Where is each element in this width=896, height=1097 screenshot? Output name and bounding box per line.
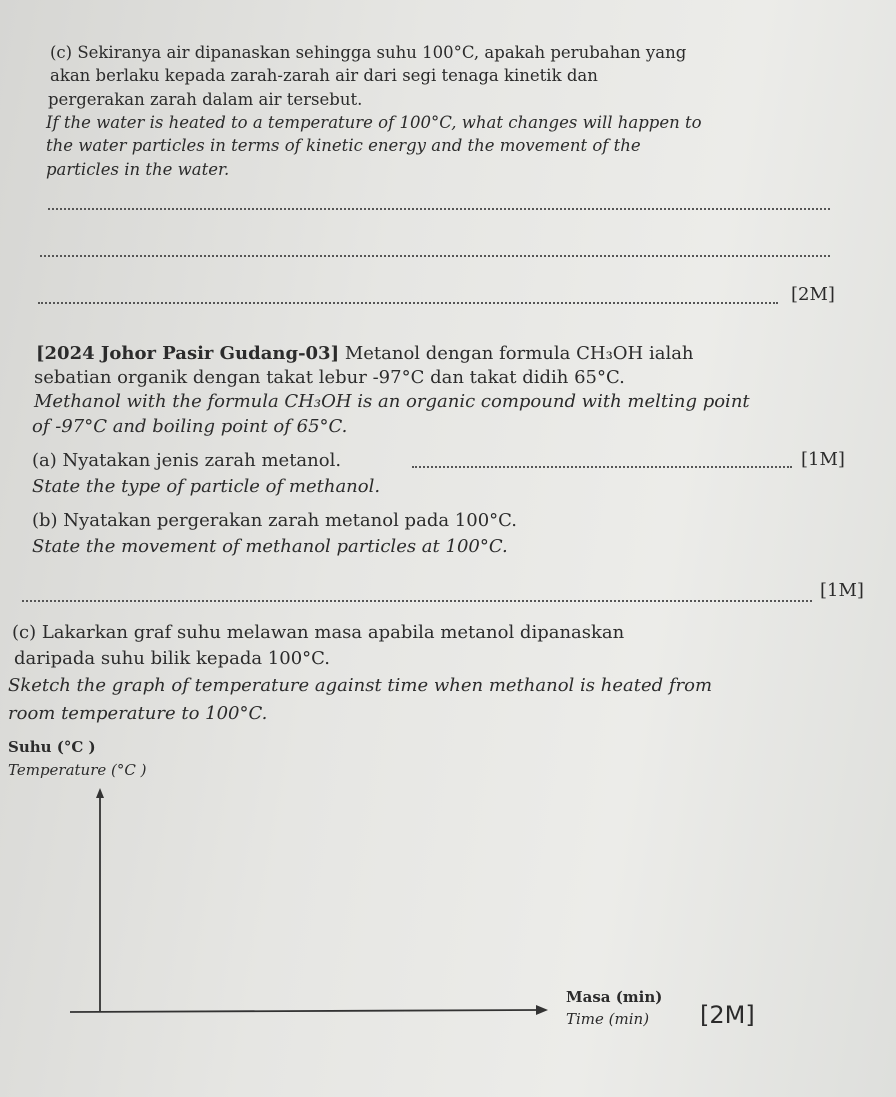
q-main-en-line1: Methanol with the formula CH₃OH is an organic compound with melting point [34, 391, 750, 412]
q-c1-en-line2: the water particles in terms of kinetic energy and the movement of the [46, 136, 641, 155]
q-main-ms-line1-text: Metanol dengan formula CH₃OH ialah [339, 343, 694, 364]
q-a-marks: [1M] [801, 449, 845, 470]
q-b-ms: (b) Nyatakan pergerakan zarah metanol pada 100°C. [32, 510, 517, 531]
q-c2-marks: [2M] [700, 1001, 755, 1029]
y-axis-label-en: Temperature (°C ) [8, 761, 147, 779]
q-main-ms-line1 [36, 343, 694, 364]
q-c2-en-line2: room temperature to 100°C. [8, 703, 268, 724]
q-c2-ms-line1: (c) Lakarkan graf suhu melawan masa apabila metanol dipanaskan [12, 622, 625, 643]
q-b-en: State the movement of methanol particles at 100°C. [32, 536, 508, 557]
answer-line [38, 302, 778, 304]
q-c1-ms-line1: (c) Sekiranya air dipanaskan sehingga suhu 100°C, apakah perubahan yang [50, 43, 687, 62]
q-main-en-line2: of -97°C and boiling point of 65°C. [32, 416, 348, 437]
answer-line [412, 466, 792, 468]
q-c1-ms-line2: akan berlaku kepada zarah-zarah air dari segi tenaga kinetik dan [50, 66, 598, 85]
x-axis [70, 1010, 538, 1012]
y-axis-arrow-icon [96, 788, 104, 798]
q-a-en: State the type of particle of methanol. [32, 476, 381, 497]
blank-graph-axes [60, 780, 560, 1020]
q-c2-ms-line2: daripada suhu bilik kepada 100°C. [14, 648, 331, 669]
x-axis-arrow-icon [536, 1005, 548, 1015]
q-a-ms: (a) Nyatakan jenis zarah metanol. [32, 450, 342, 471]
q-c1-en-line1: If the water is heated to a temperature of 100°C, what changes will happen to [46, 113, 702, 132]
x-axis-label-en: Time (min) [566, 1010, 650, 1028]
q-c1-marks: [2M] [791, 284, 835, 305]
q-c1-en-line3: particles in the water. [46, 160, 230, 179]
q-c1-ms-line3: pergerakan zarah dalam air tersebut. [48, 90, 363, 109]
x-axis-label-ms: Masa (min) [566, 988, 663, 1006]
y-axis-label-ms: Suhu (°C ) [8, 738, 96, 756]
q-main-tag: [2024 Johor Pasir Gudang-03] [36, 343, 340, 364]
q-b-marks: [1M] [820, 580, 864, 601]
q-main-ms-line2: sebatian organik dengan takat lebur -97°C dan takat didih 65°C. [34, 367, 625, 388]
answer-line [40, 255, 830, 257]
answer-line [48, 208, 830, 210]
answer-line [22, 600, 812, 602]
q-c2-en-line1: Sketch the graph of temperature against time when methanol is heated from [8, 675, 713, 696]
